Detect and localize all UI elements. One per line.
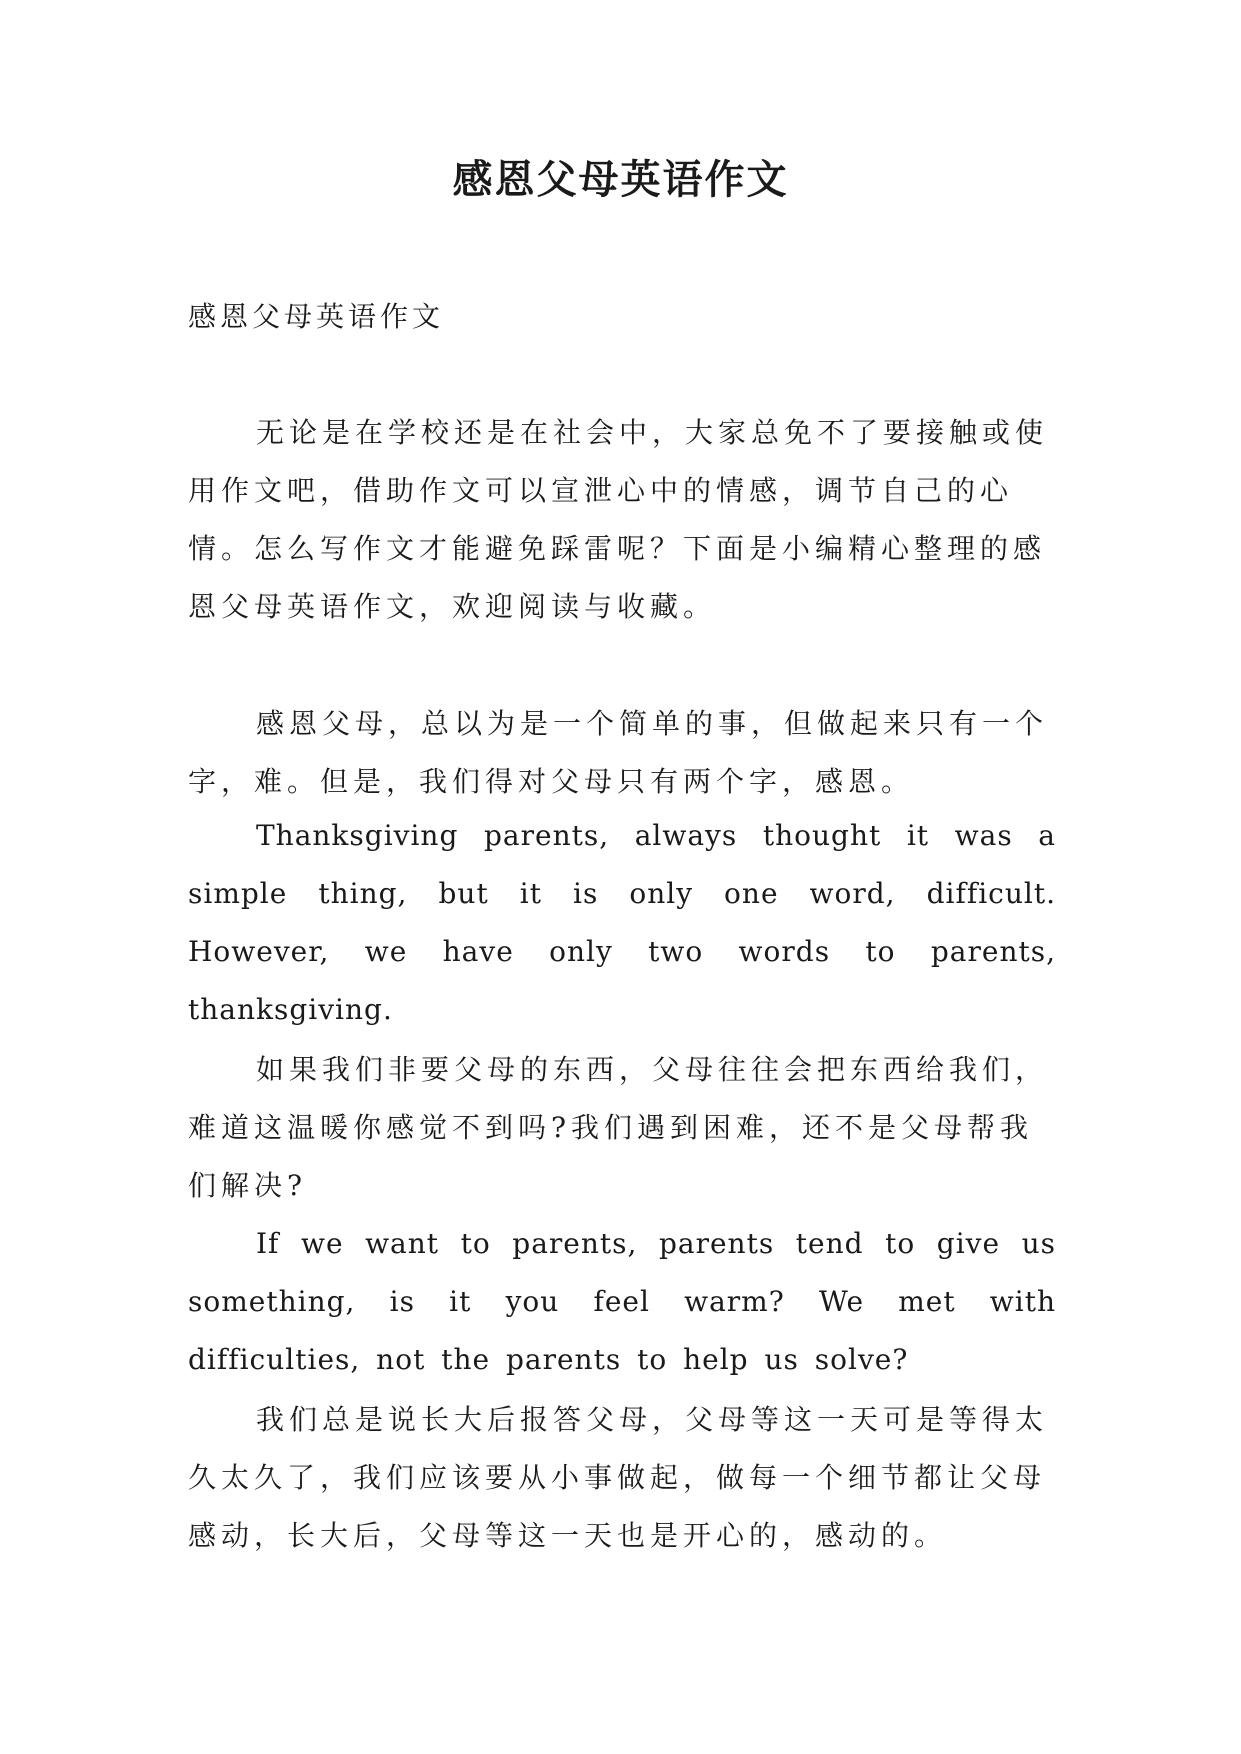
paragraph-chinese-1: 感恩父母，总以为是一个简单的事，但做起来只有一个字，难。但是，我们得对父母只有两个字，感恩。 [188, 707, 1049, 798]
document-subtitle: 感恩父母英语作文 [188, 300, 445, 333]
document-title: 感恩父母英语作文 [452, 156, 789, 203]
paragraph-intro: 无论是在学校还是在社会中，大家总免不了要接触或使用作文吧，借助作文可以宣泄心中的情感，调节自己的心情。怎么写作文才能避免踩雷呢？下面是小编精心整理的感恩父母英语作文，欢迎阅读与收藏。 [188, 416, 1049, 623]
paragraph-chinese-3: 我们总是说长大后报答父母，父母等这一天可是等得太久太久了，我们应该要从小事做起，做每一个细节都让父母感动，长大后，父母等这一天也是开心的，感动的。 [188, 1403, 1049, 1552]
paragraph-chinese-2: 如果我们非要父母的东西，父母往往会把东西给我们，难道这温暖你感觉不到吗?我们遇到困难，还不是父母帮我们解决? [188, 1053, 1049, 1202]
paragraph-english-1: Thanksgiving parents, always thought it was a simple thing, but it is only one word, difficult. However, we have only two words to parents, thanksgiving. [188, 819, 1056, 1026]
paragraph-english-2: If we want to parents, parents tend to give us something, is it you feel warm? We met with difficulties, not the parents to help us solve? [188, 1227, 1056, 1376]
